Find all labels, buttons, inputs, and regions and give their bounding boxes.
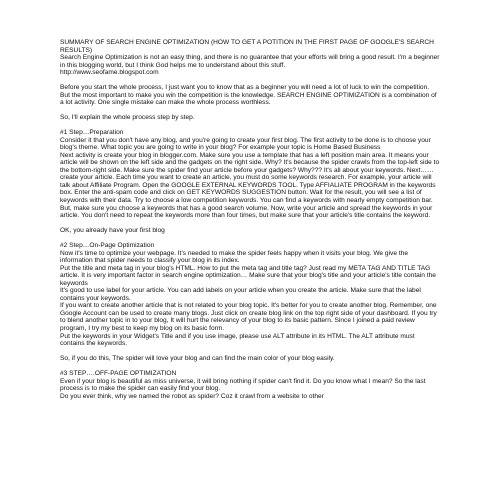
step-1-preparation-paragraph: #1 Step…Preparation Consider it that you don't have any blog, and you're going to create your first blog. The first activity to be done is to choose your blog's theme. What topic you are going to write in your blog? For example your topic is Home Based Business Next activity is create your blog in blogger.com. Make sure you use a template that has a left position main area. It means your article will be shown on the left side and the gadgets on the right side. Why? It's because the spider crawls from the top-left side to the bottom-right side. Make sure the spider find your article before your gadgets? Why??? It's all about your keywords. Next……create your article. Each time you want to create an article, you must do some keywords research. For example, your article will talk about Affiliate Program. Open the GOOGLE EXTERNAL KEYWORDS TOOL. Type AFFIALIATE PROGRAM in the keywords box. Enter the anti-spam code and click on GET KEYWORDS SUGGESTION button. Wait for the result, you will see a list of keywords with their data. Try to choose a low competition keywords. You can find a keywords with nearly empty competition bar. But, make sure you choose a keywords that has a good search volume. Now, write your article and spread the keywords in your article. You don't need to repeat the keywords more than four times, but make sure that your article's title contains the keyword.	[60, 129, 440, 220]
spider-love-paragraph: So, if you do this, The spider will love your blog and can find the main color of your blog easily.	[60, 355, 335, 363]
intro-paragraph: Before you start the whole process, I just want you to know that as a beginner you will need a lot of luck to win the competition. But the most important to make you win the competition is the knowledge. SEARCH ENGINE OPTIMIZATION is a combination of a lot activity. One single mistake can make the whole process worthless.	[60, 84, 437, 107]
summary-heading-paragraph: SUMMARY OF SEARCH ENGINE OPTIMIZATION (HOW TO GET A POTITION IN THE FIRST PAGE OF GOOGLE'S SEARCH RESULTS) Search Engine Optimization is not an easy thing, and there is no guarantee that your efforts will bring a good result. I'm a beginner in this blogging world, but I think God helps me to understand about this stuff. http://www.seofame.blogspot.com	[60, 39, 440, 77]
document-page	[60, 39, 440, 408]
step-by-step-paragraph: So, I'll explain the whole process step by step.	[60, 114, 195, 122]
first-blog-paragraph: OK, you already have your first blog	[60, 227, 165, 235]
step-3-off-page-paragraph: #3 STEP….OFF-PAGE OPTIMIZATION Even if your blog is beautiful as miss universe, it will bring nothing if spider can't find it. Do you know what I mean? So the last process is to make the spider can easily find your blog. Do you ever think, why we named the robot as spider? Coz it crawl from a website to other	[60, 369, 426, 400]
step-2-on-page-paragraph: #2 Step…On-Page Optimization Now it's time to optimize your webpage. It's needed to make the spider feels happy when it visits your blog. We give the information that spider needs to classify your blog in its index. Put the title and meta tag in your blog's HTML. How to put the meta tag and title tag? Just read my META TAG AND TITLE TAG article. It is very important factor in search engine optimization… Make sure that your blog's title and your article's title contain the keywords It's good to use label for your article. You can add labels on your article when you create the article. Make sure that the label contains your keywords. If you want to create another article that is not related to your blog topic. It's better for you to create another blog. Remember, one Google Account can be used to create many blogs. Just click on create blog link on the top right side of your dashboard. If you try to blend another topic in to your blog, It will hurt the relevancy of your blog to its basic pattern. Since I joined a paid review program, I try my best to keep my blog on its basic form. Put the keywords in your Widget's Title and if you use image, please use ALT attribute in its HTML. The ALT attribute must contains the keywords.	[60, 241, 437, 348]
